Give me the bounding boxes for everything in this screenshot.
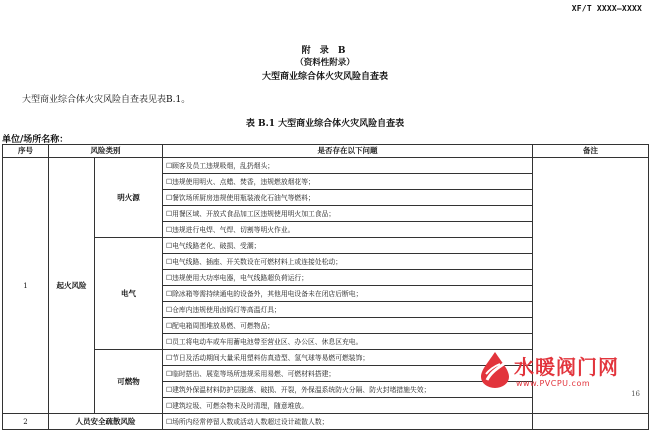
table-caption: 表 B.1 大型商业综合体火灾风险自查表 [245, 119, 405, 129]
row-seq: 2 [3, 414, 49, 430]
checklist-item[interactable]: ☐员工将电动车或车用蓄电池带至营业区、办公区、休息区充电。 [163, 334, 533, 350]
checklist-item[interactable]: ☐违规进行电焊、气焊、切割等明火作业。 [163, 222, 533, 238]
row-seq: 1 [3, 158, 49, 414]
unit-name-label: 单位/场所名称： [2, 135, 69, 145]
header-seq: 序号 [3, 145, 49, 158]
checklist-item[interactable]: ☐电气线路、插座、开关数设在可燃材料上或连接处松动； [163, 254, 533, 270]
header-issues: 是否存在以下问题 [163, 145, 533, 158]
checklist-item[interactable]: ☐临时搭出、展览等场所违规采用易燃、可燃材料搭建； [163, 366, 533, 382]
checklist-item[interactable]: ☐建筑垃圾、可燃杂物未及时清理，随意堆放。 [163, 398, 533, 414]
page-number: 16 [631, 390, 640, 398]
row-category: 起火风险 [49, 158, 95, 414]
checklist-item[interactable]: ☐违规使用明火、点蜡、焚香，违规燃放烟花等； [163, 174, 533, 190]
table-row [3, 414, 649, 430]
remarks-cell[interactable] [533, 414, 649, 430]
subgroup-name: 电气 [95, 238, 163, 350]
subgroup-name: 明火源 [95, 158, 163, 238]
checklist-item[interactable]: ☐仓库内违规使用卤钨灯等高温灯具； [163, 302, 533, 318]
checklist-item[interactable]: ☐建筑外保温材料防护层脱落、破损、开裂，外保温系统防火分隔、防火封堵措施失效； [163, 382, 533, 398]
checklist-item[interactable]: ☐除冰箱等需持续通电的设备外，其他用电设备未在闭店后断电； [163, 286, 533, 302]
watermark [478, 350, 646, 394]
appendix-name: 大型商业综合体火灾风险自查表 [261, 72, 388, 82]
row-category: 人员安全疏散风险 [49, 414, 163, 430]
table-row [3, 158, 649, 174]
appendix-note: （资料性附录） [295, 58, 355, 68]
subgroup-name: 可燃物 [95, 350, 163, 414]
checklist-item[interactable]: ☐用餐区域、开放式食品加工区违规使用明火加工食品； [163, 206, 533, 222]
checklist-item[interactable]: ☐配电箱周围堆放易燃、可燃物品； [163, 318, 533, 334]
checklist-item[interactable]: ☐顾客及员工违规吸烟，乱扔烟头； [163, 158, 533, 174]
checklist-item[interactable]: ☐餐饮场所厨房违规使用瓶装液化石油气等燃料； [163, 190, 533, 206]
watermark-brand: 水暖阀门网 [514, 355, 619, 379]
checklist-item[interactable]: ☐电气线路老化、破损、受潮； [163, 238, 533, 254]
header-risk-type: 风险类别 [49, 145, 163, 158]
checklist-item[interactable]: ☐违规使用大功率电器，电气线路超负荷运行； [163, 270, 533, 286]
table-header-row [3, 145, 649, 158]
checklist-item[interactable]: ☐节日及活动期间大量采用塑料仿真造型、氢气球等易燃可燃装饰； [163, 350, 533, 366]
appendix-title: 附 录 B [301, 46, 349, 56]
watermark-url: www.PVCPU.com [516, 379, 591, 388]
header-remarks: 备注 [533, 145, 649, 158]
standard-code: XF/T XXXX—XXXX [571, 4, 642, 13]
checklist-item[interactable]: ☐场所内经常停留人数或活动人数超过设计疏散人数； [163, 414, 533, 430]
intro-text: 大型商业综合体火灾风险自查表见表B.1。 [22, 95, 191, 105]
flame-droplet-logo-icon [478, 350, 512, 388]
